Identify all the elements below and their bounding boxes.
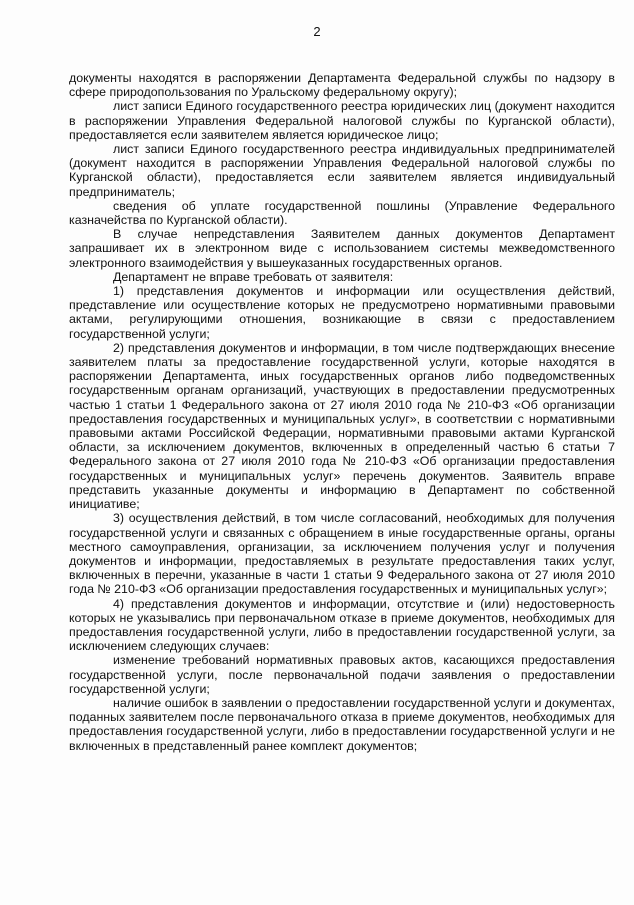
paragraph: наличие ошибок в заявлении о предоставлении государственной услуги и документах, поданных заявителем после первоначального отказа в приеме документов, необходимых для предоставления государственной услуги, либо в предоставлении государственной услуги и не включенных в представленный ранее комплект документов; (69, 695, 615, 753)
page-number: 2 (313, 24, 321, 39)
paragraph: лист записи Единого государственного реестра индивидуальных предпринимателей (документ находится в распоряжении Управления Федеральной налоговой службы по Курганской области), предоставляется если заявителем является индивидуальный предприниматель; (69, 142, 615, 199)
paragraph: документы находятся в распоряжении Департамента Федеральной службы по надзору в сфере природопользования по Уральскому федеральному округу); (69, 71, 615, 100)
paragraph: 2) представления документов и информации, в том числе подтверждающих внесение заявителем платы за предоставление государственной услуги, которые находятся в распоряжении Департамента, иных государственных органов либо подведомственных государственным органам организаций, участвующих в предоставлении предусмотренных частью 1 статьи 1 Федерального закона от 27 июля 2010 года № 210-ФЗ «Об организации предоставления государственных и муниципальных услуг», в соответствии с нормативными правовыми актами Российской Федерации, нормативными правовыми актами Курганской области, за исключением документов, включенных в определенный частью 6 статьи 7 Федерального закона от 27 июля 2010 года № 210-ФЗ «Об организации предоставления государственных и муниципальных услуг» перечень документов. Заявитель вправе представить указанные документы и информацию в Департамент по собственной инициативе; (69, 340, 615, 512)
body-text (69, 71, 615, 753)
paragraph: 1) представления документов и информации или осуществления действий, представление или осуществление которых не предусмотрено нормативными правовыми актами, регулирующими отношения, возникающие в связи с предоставлением государственной услуги; (69, 284, 615, 341)
paragraph: В случае непредставления Заявителем данных документов Департамент запрашивает их в электронном виде с использованием системы межведомственного электронного взаимодействия у вышеуказанных государственных органов. (69, 227, 615, 270)
paragraph: 3) осуществления действий, в том числе согласований, необходимых для получения государственной услуги и связанных с обращением в иные государственные органы, органы местного самоуправления, организации, за исключением получения услуг и получения документов и информации, предоставляемых в результате предоставления таких услуг, включенных в перечни, указанные в части 1 статьи 9 Федерального закона от 27 июля 2010 года № 210-ФЗ «Об организации предоставления государственных и муниципальных услуг»; (69, 511, 615, 597)
paragraph: Департамент не вправе требовать от заявителя: (113, 269, 394, 284)
paragraph: сведения об уплате государственной пошлины (Управление Федерального казначейства по Курганской области). (69, 198, 615, 228)
paragraph: 4) представления документов и информации, отсутствие и (или) недостоверность которых не указывались при первоначальном отказе в приеме документов, необходимых для предоставления государственной услуги, либо в предоставлении государственной услуги, за исключением следующих случаев: (69, 596, 615, 654)
paragraph: изменение требований нормативных правовых актов, касающихся предоставления государственной услуги, после первоначальной подачи заявления о предоставлении государственной услуги; (69, 653, 615, 696)
paragraph: лист записи Единого государственного реестра юридических лиц (документ находится в распоряжении Управления Федеральной налоговой службы по Курганской области), предоставляется если заявителем является юридическое лицо; (69, 99, 615, 142)
